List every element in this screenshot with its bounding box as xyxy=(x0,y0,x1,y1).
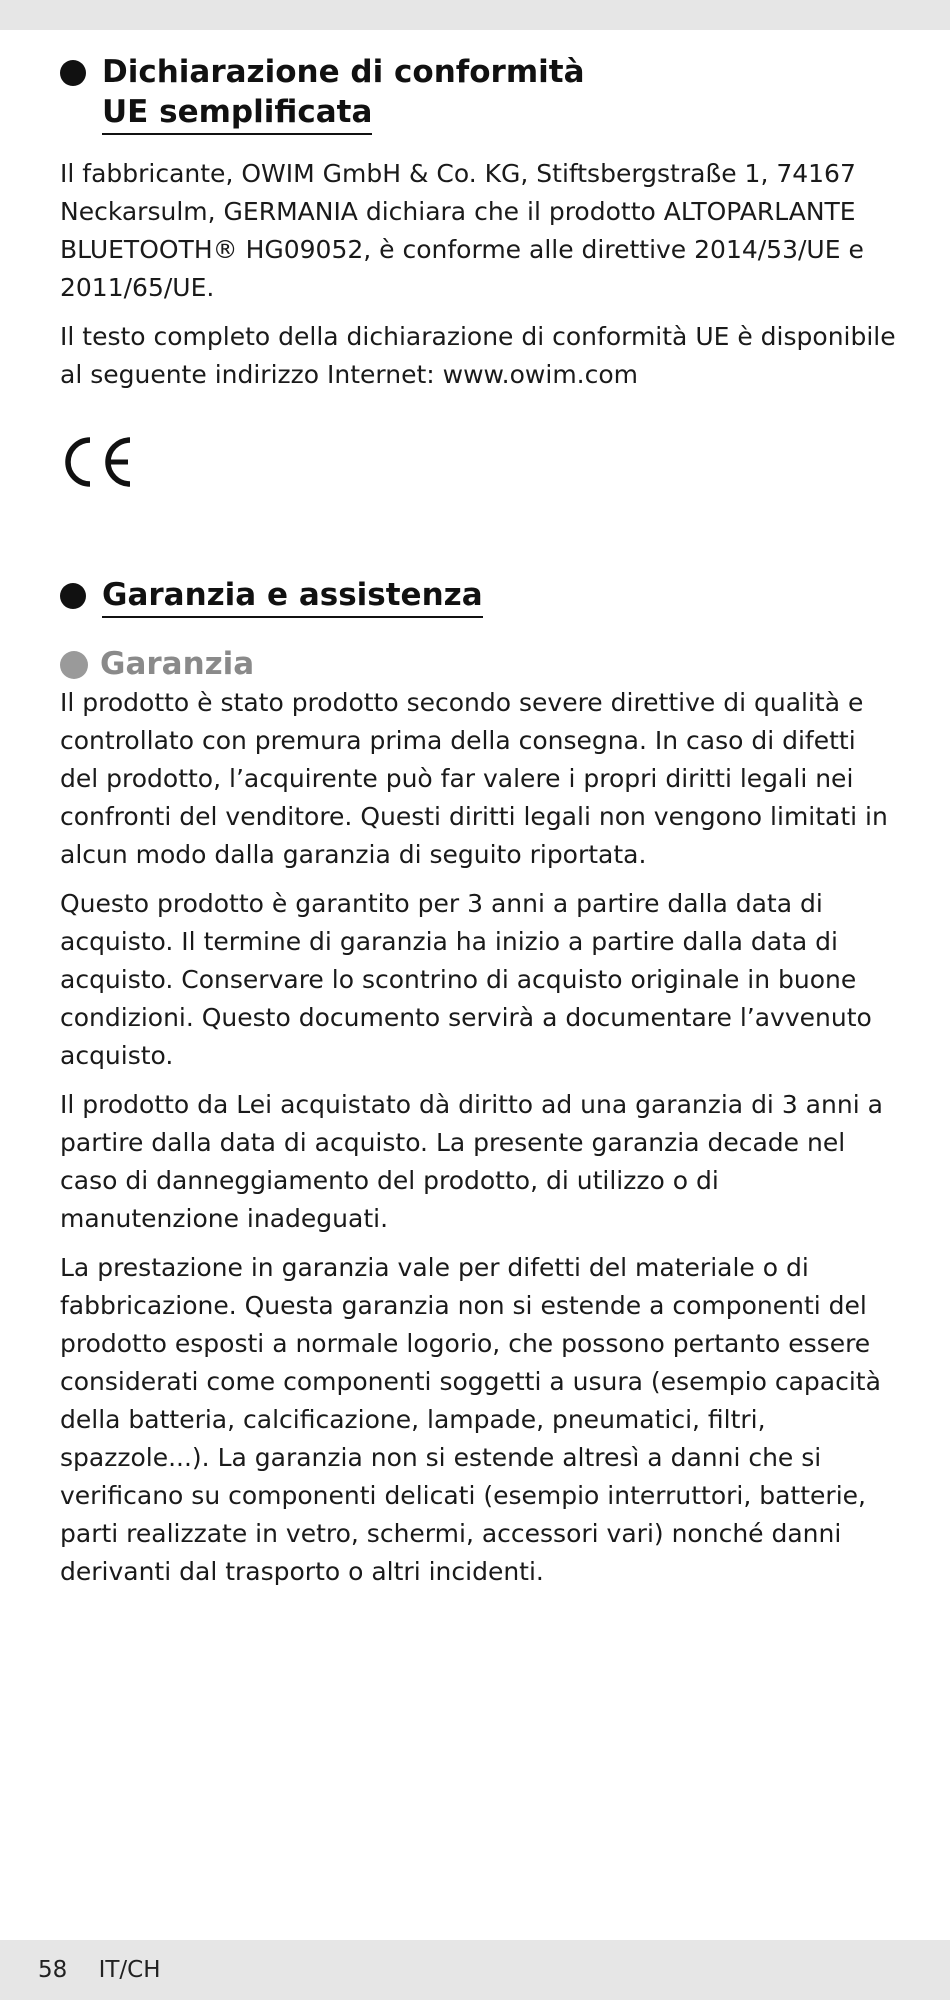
page-number: 58 xyxy=(38,1957,68,1983)
heading-line-1: Dichiarazione di conformità xyxy=(102,54,585,90)
warranty-heading-title: Garanzia e assistenza xyxy=(102,575,483,618)
warranty-paragraph-4: La prestazione in garanzia vale per difetti del materiale o di fabbricazione. Questa garanzia non si estende a componenti del prodotto esposti a normale logorio, che possono pertanto essere considerati come componenti soggetti a usura (esempio capacità della batteria, calcificazione, lampade, pneumatici, filtri, spazzole...). La garanzia non si estende altresì a danni che si verificano su componenti delicati (esempio interruttori, batterie, parti realizzate in vetro, schermi, accessori vari) nonché danni derivanti dal trasporto o altri incidenti. xyxy=(60,1253,881,1586)
subsection-heading-guarantee xyxy=(60,644,900,684)
section-heading-conformity xyxy=(60,52,900,135)
warranty-paragraph-2: Questo prodotto è garantito per 3 anni a partire dalla data di acquisto. Il termine di garanzia ha inizio a partire dalla data di acquisto. Conservare lo scontrino di acquisto originale in buone condizioni. Questo documento servirà a documentare l’avvenuto acquisto. xyxy=(60,889,872,1070)
section-heading-warranty xyxy=(60,575,900,618)
bullet-icon xyxy=(60,60,86,86)
conformity-paragraph-2: Il testo completo della dichiarazione di conformità UE è disponibile al seguente indirizzo Internet: www.owim.com xyxy=(60,322,896,389)
ce-mark-icon xyxy=(60,435,136,489)
warranty-paragraph-1: Il prodotto è stato prodotto secondo severe direttive di qualità e controllato con premura prima della consegna. In caso di difetti del prodotto, l’acquirente può far valere i propri diritti legali nei confronti del venditore. Questi diritti legali non vengono limitati in alcun modo dalla garanzia di seguito riportata. xyxy=(60,688,888,869)
guarantee-heading-title: Garanzia xyxy=(100,646,255,682)
heading-line-2: UE semplificata xyxy=(102,92,372,135)
bullet-icon xyxy=(60,651,88,679)
page-footer xyxy=(38,1950,185,1990)
page-content xyxy=(60,52,900,1602)
conformity-paragraph-1: Il fabbricante, OWIM GmbH & Co. KG, Stiftsbergstraße 1, 74167 Neckarsulm, GERMANIA dichiara che il prodotto ALTOPARLANTE BLUETOOTH® HG09052, è conforme alle direttive 2014/53/UE e 2011/65/UE. xyxy=(60,159,864,302)
top-band xyxy=(0,0,950,30)
warranty-paragraph-3: Il prodotto da Lei acquistato dà diritto ad una garanzia di 3 anni a partire dalla data di acquisto. La presente garanzia decade nel caso di danneggiamento del prodotto, di utilizzo o di manutenzione inadeguati. xyxy=(60,1090,883,1233)
bullet-icon xyxy=(60,583,86,609)
locale-label: IT/CH xyxy=(98,1957,161,1983)
